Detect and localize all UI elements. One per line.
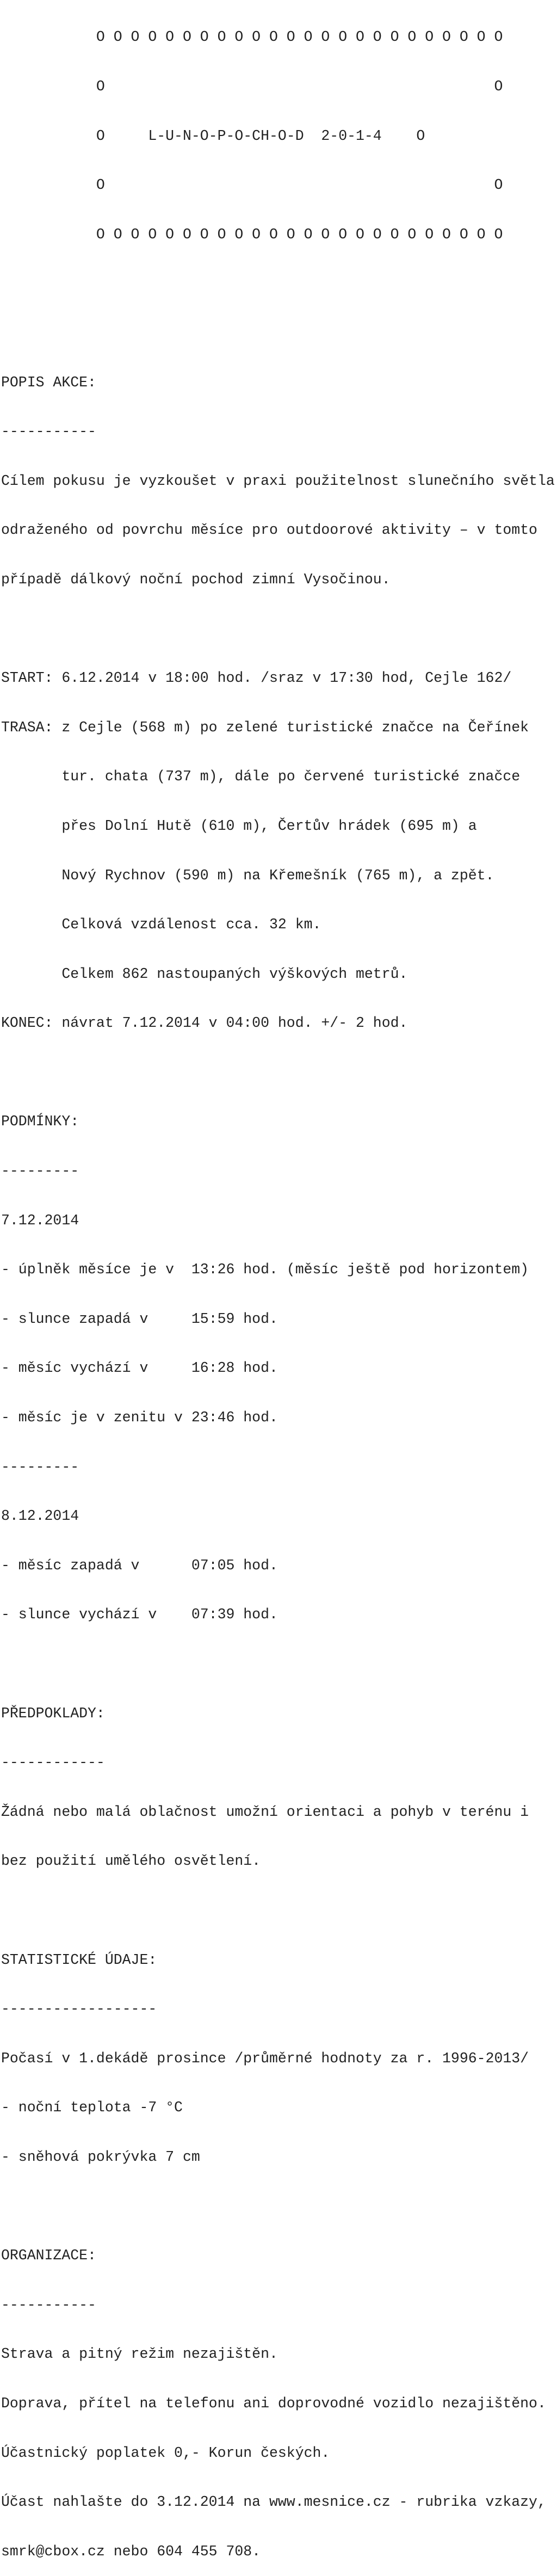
contact-line: smrk@cbox.cz nebo 604 455 708. <box>1 2543 261 2560</box>
section-underline: ------------ <box>1 1754 105 1771</box>
condition-item: - měsíc zapadá v 07:05 hod. <box>1 1557 278 1574</box>
text-line: bez použití umělého osvětlení. <box>1 1853 261 1870</box>
route-line: přes Dolní Hutě (610 m), Čertův hrádek (695 m) a <box>1 817 477 834</box>
text-line: Strava a pitný režim nezajištěn. <box>1 2346 278 2363</box>
blank-line <box>1 1656 555 1672</box>
banner-bottom-border: O O O O O O O O O O O O O O O O O O O O O O O O <box>1 226 503 243</box>
blank-line <box>1 1902 555 1919</box>
text-line: případě dálkový noční pochod zimní Vysočinou. <box>1 571 391 588</box>
text-line: Doprava, přítel na telefonu ani doprovodné vozidlo nezajištěno. <box>1 2395 546 2412</box>
banner-title: O L-U-N-O-P-O-CH-O-D 2-0-1-4 O <box>1 127 425 144</box>
divider-line: --------- <box>1 1458 79 1475</box>
start-line: START: 6.12.2014 v 18:00 hod. /sraz v 17:30 hod, Cejle 162/ <box>1 670 512 687</box>
blank-line <box>1 275 555 292</box>
date-line: 8.12.2014 <box>1 1508 79 1525</box>
route-line: Celkem 862 nastoupaných výškových metrů. <box>1 965 408 982</box>
end-line: KONEC: návrat 7.12.2014 v 04:00 hod. +/- 2 hod. <box>1 1015 408 1032</box>
stat-item: - noční teplota -7 °C <box>1 2099 183 2116</box>
text-line: Účastnický poplatek 0,- Korun českých. <box>1 2444 330 2461</box>
route-line: TRASA: z Cejle (568 m) po zelené turistické značce na Čeřínek <box>1 719 529 736</box>
banner-top-border: O O O O O O O O O O O O O O O O O O O O O O O O <box>1 29 503 46</box>
condition-item: - slunce zapadá v 15:59 hod. <box>1 1310 278 1327</box>
document-body <box>1 0 555 2576</box>
text-line: Cílem pokusu je vyzkoušet v praxi použitelnost slunečního světla <box>1 472 555 489</box>
banner-border-line: O O <box>1 78 503 95</box>
section-underline: ----------- <box>1 423 96 440</box>
blank-line <box>1 1064 555 1081</box>
date-line: 7.12.2014 <box>1 1212 79 1229</box>
condition-item: - měsíc je v zenitu v 23:46 hod. <box>1 1409 278 1426</box>
route-line: Celková vzdálenost cca. 32 km. <box>1 916 321 933</box>
section-heading-popis: POPIS AKCE: <box>1 374 96 391</box>
blank-line <box>1 621 555 637</box>
blank-line <box>1 2198 555 2215</box>
section-heading-statisticke-udaje: STATISTICKÉ ÚDAJE: <box>1 1951 157 1968</box>
text-line: odraženého od povrchu měsíce pro outdoorové aktivity – v tomto <box>1 522 537 539</box>
section-heading-organizace: ORGANIZACE: <box>1 2247 96 2264</box>
route-line: tur. chata (737 m), dále po červené turistické značce <box>1 768 521 785</box>
blank-line <box>1 325 555 341</box>
section-heading-podminky: PODMÍNKY: <box>1 1113 79 1130</box>
section-underline: ----------- <box>1 2296 96 2313</box>
text-line: Účast nahlašte do 3.12.2014 na www.mesnice.cz - rubrika vzkazy, <box>1 2494 546 2511</box>
section-underline: ------------------ <box>1 2001 157 2018</box>
condition-item: - úplněk měsíce je v 13:26 hod. (měsíc ještě pod horizontem) <box>1 1261 529 1278</box>
condition-item: - měsíc vychází v 16:28 hod. <box>1 1360 278 1377</box>
banner-border-line: O O <box>1 177 503 194</box>
text-line: Žádná nebo malá oblačnost umožní orientaci a pohyb v terénu i <box>1 1803 529 1820</box>
stat-item: - sněhová pokrývka 7 cm <box>1 2148 200 2165</box>
condition-item: - slunce vychází v 07:39 hod. <box>1 1606 278 1623</box>
text-line: Počasí v 1.dekádě prosince /průměrné hodnoty za r. 1996-2013/ <box>1 2050 529 2067</box>
route-line: Nový Rychnov (590 m) na Křemešník (765 m), a zpět. <box>1 867 494 884</box>
section-underline: --------- <box>1 1163 79 1180</box>
section-heading-predpoklady: PŘEDPOKLADY: <box>1 1705 105 1722</box>
